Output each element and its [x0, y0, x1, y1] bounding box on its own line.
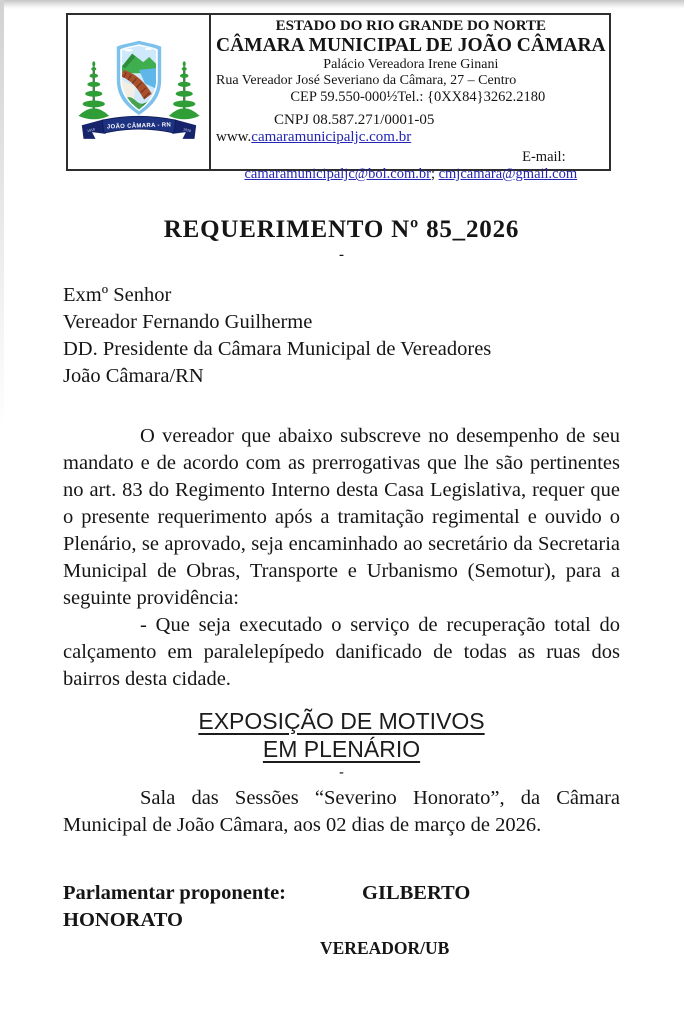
ribbon-year-left: 1918 [86, 127, 95, 134]
cnpj: CNPJ 08.587.271/0001-05 [274, 112, 435, 128]
recipient-city: João Câmara/RN [63, 365, 204, 387]
website-line [216, 129, 606, 146]
paragraph-request: - Que seja executado o serviço de recuperação total do calçamento em paralelepípedo danificado de todas as ruas dos bairros desta cidade. [63, 614, 620, 690]
tree-left-icon [78, 61, 109, 119]
shield-icon [116, 41, 160, 115]
recipient-block [63, 282, 620, 390]
proponent-name-part1: GILBERTO [362, 882, 471, 904]
email-line [216, 165, 606, 183]
website-link[interactable]: camaramunicipaljc.com.br [251, 129, 412, 145]
document-content [63, 0, 620, 959]
closing-paragraph: Sala das Sessões “Severino Honorato”, da Câmara Municipal de João Câmara, aos 02 dias de março de 2026. [63, 787, 620, 836]
state-name: ESTADO DO RIO GRANDE DO NORTE [275, 18, 547, 34]
coat-of-arms-logo [75, 34, 203, 150]
title-dash: - [339, 247, 344, 263]
recipient-name: Vereador Fernando Guilherme [63, 311, 313, 333]
ribbon-text: JOÃO CÂMARA - RN [106, 122, 171, 131]
motives-dash: - [339, 765, 344, 780]
ribbon-year-right: 1928 [182, 127, 191, 134]
letterhead-box [66, 13, 611, 182]
logo-cell [68, 15, 211, 169]
proponent-name-part2: HONORATO [63, 909, 183, 931]
www-prefix: www. [216, 129, 252, 145]
proponent-label: Parlamentar proponente: [63, 882, 287, 904]
signature-gap [286, 880, 362, 907]
cep-phone: CEP 59.550-000½Tel.: {0XX84}3262.2180 [290, 89, 546, 105]
letterhead-info [211, 15, 611, 182]
building-name: Palácio Vereadora Irene Ginani [323, 57, 499, 72]
signature-row [63, 880, 620, 907]
paragraph-main: O vereador que abaixo subscreve no desempenho de seu mandato e de acordo com as prerrogativas que lhe são pertinentes no art. 83 do Regimento Interno desta Casa Legislativa, requer que o presente requerimento após a tramitação regimental e ouvido o Plenário, se aprovado, seja encaminhado ao secretário da Secretaria Municipal de Obras, Transporte e Urbanismo (Semotur), para a seguinte providência: [63, 425, 620, 609]
ribbon-banner [81, 116, 195, 139]
email-separator: ; [430, 166, 435, 182]
street-address: Rua Vereador José Severiano da Câmara, 27 – Centro [216, 73, 517, 88]
motives-heading [63, 707, 620, 763]
email-link-primary[interactable]: camaramunicipaljc@bol.com.br [244, 166, 431, 182]
email-label: E-mail: [522, 149, 566, 165]
org-name: CÂMARA MUNICIPAL DE JOÃO CÂMARA [216, 35, 606, 56]
email-link-secondary[interactable]: cmjcamara@gmail.com [438, 166, 578, 182]
proponent-role: VEREADOR/UB [320, 938, 450, 958]
body-block [63, 423, 620, 693]
page-edge-left [0, 0, 4, 430]
tree-right-icon [168, 61, 199, 119]
recipient-role: DD. Presidente da Câmara Municipal de Vereadores [63, 338, 492, 360]
signature-block [63, 880, 620, 959]
motives-heading-line1: EXPOSIÇÃO DE MOTIVOS [198, 708, 485, 734]
recipient-salutation: Exmº Senhor [63, 284, 172, 306]
document-title: REQUERIMENTO Nº 85_2026 [163, 216, 520, 243]
motives-heading-line2: EM PLENÁRIO [262, 736, 421, 762]
